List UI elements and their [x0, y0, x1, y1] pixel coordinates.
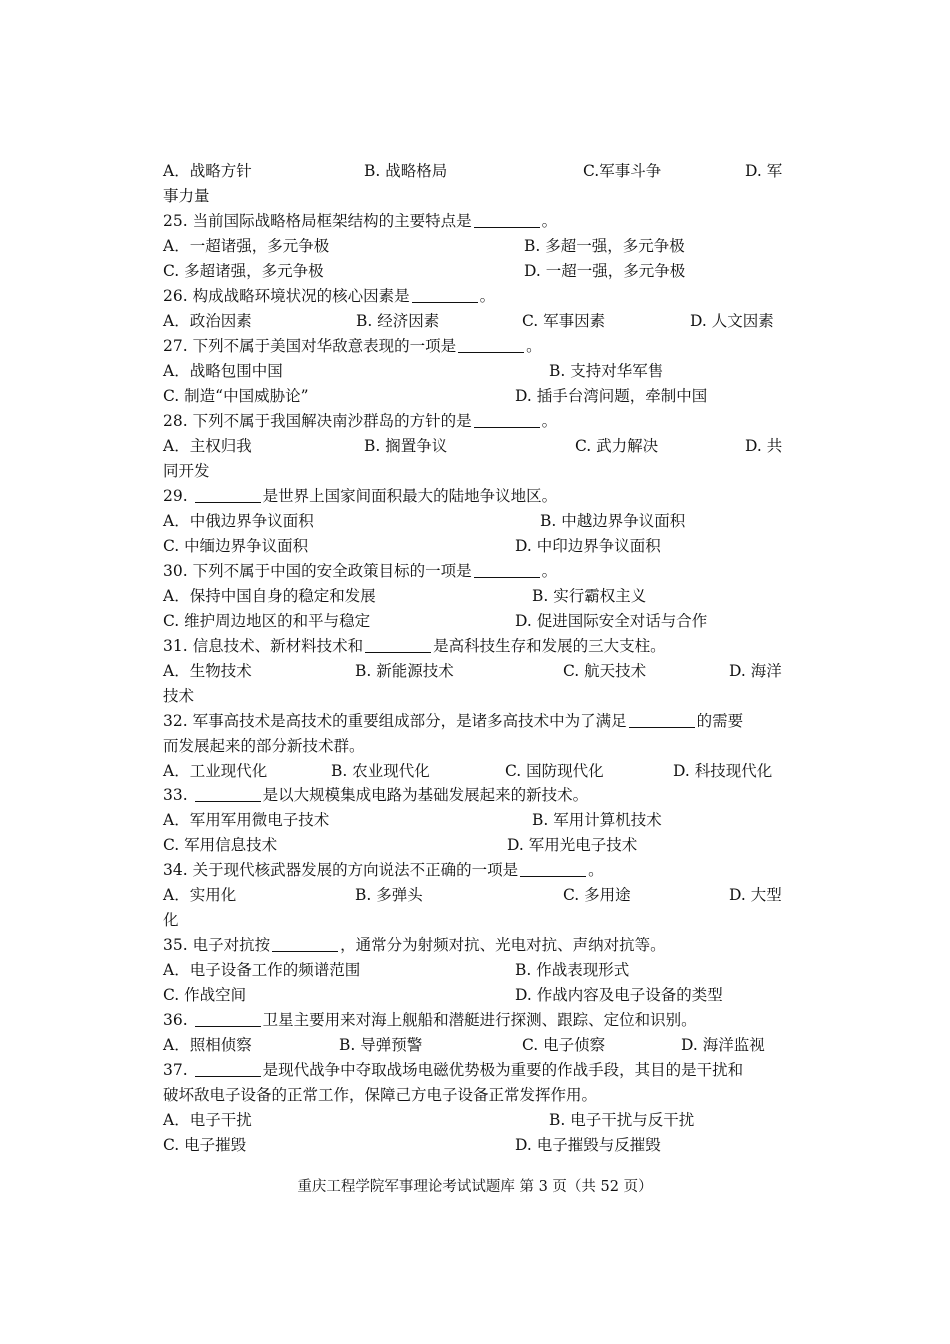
question-36-text: 卫星主要用来对海上舰船和潜艇进行探测、跟踪、定位和识别。 — [262, 1011, 697, 1029]
q26-option-d: D. 人文因素 — [690, 312, 774, 330]
q28-option-d: D. 共 — [745, 437, 783, 455]
answer-blank — [195, 485, 261, 503]
question-34-text: 34. 关于现代核武器发展的方向说法不正确的一项是 — [163, 861, 519, 879]
q32-option-c: C. 国防现代化 — [505, 762, 604, 780]
question-26-end: 。 — [479, 287, 496, 305]
answer-blank — [474, 210, 540, 228]
q29-option-a: A．中俄边界争议面积 — [163, 512, 314, 530]
question-37-text: 是现代战争中夺取战场电磁优势极为重要的作战手段，其目的是干扰和 — [262, 1061, 744, 1079]
q25-options-row-2 — [163, 259, 788, 284]
question-28-text: 28. 下列不属于我国解决南沙群岛的方针的是 — [163, 412, 472, 430]
q24-option-a: A．战略方针 — [163, 162, 252, 180]
q34-option-d-continued: 化 — [163, 911, 179, 929]
q34-option-d: D. 大型 — [729, 886, 782, 904]
q36-option-d: D. 海洋监视 — [681, 1036, 765, 1054]
question-28 — [163, 409, 788, 434]
q33-options-row-2 — [163, 833, 788, 858]
question-37-number: 37. — [163, 1061, 188, 1079]
q33-option-a: A．军用军用微电子技术 — [163, 811, 330, 829]
q31-option-b: B. 新能源技术 — [355, 662, 454, 680]
question-33-text: 是以大规模集成电路为基础发展起来的新技术。 — [262, 786, 589, 804]
q34-option-d-continued-row — [163, 908, 788, 933]
q32-options-row — [163, 759, 788, 784]
q29-options-row-2 — [163, 534, 788, 559]
q24-option-d-continued-row — [163, 184, 788, 209]
answer-blank — [520, 859, 586, 877]
q26-options-row — [163, 309, 788, 334]
q27-option-b: B. 支持对华军售 — [549, 362, 664, 380]
q30-option-b: B. 实行霸权主义 — [532, 587, 647, 605]
question-34-end: 。 — [588, 861, 604, 879]
question-29-text: 是世界上国家间面积最大的陆地争议地区。 — [262, 487, 558, 505]
q30-options-row-2 — [163, 609, 788, 634]
q35-option-a: A．电子设备工作的频谱范围 — [163, 961, 361, 979]
q28-option-a: A．主权归我 — [163, 437, 252, 455]
answer-blank — [629, 710, 695, 728]
q24-option-b: B. 战略格局 — [364, 162, 448, 180]
q32-option-b: B. 农业现代化 — [331, 762, 430, 780]
question-30-end: 。 — [541, 562, 558, 580]
q27-options-row-2 — [163, 384, 788, 409]
q37-options-row-2 — [163, 1133, 788, 1158]
question-31-end: 是高科技生存和发展的三大支柱。 — [433, 637, 666, 655]
q36-option-b: B. 导弹预警 — [339, 1036, 423, 1054]
q37-option-c: C. 电子摧毁 — [163, 1136, 247, 1154]
answer-blank — [272, 934, 338, 952]
q31-option-d-continued-row — [163, 684, 788, 709]
q36-options-row — [163, 1033, 788, 1058]
q24-option-d: D. 军 — [745, 162, 783, 180]
q32-option-a: A．工业现代化 — [163, 762, 268, 780]
q35-options-row-1 — [163, 958, 788, 983]
question-33-number: 33. — [163, 786, 188, 804]
q29-option-b: B. 中越边界争议面积 — [540, 512, 686, 530]
question-25 — [163, 209, 788, 234]
question-26-text: 26. 构成战略环境状况的核心因素是 — [163, 287, 410, 305]
question-37-continued-row — [163, 1083, 788, 1108]
answer-blank — [412, 285, 478, 303]
q25-options-row-1 — [163, 234, 788, 259]
question-30 — [163, 559, 788, 584]
q37-option-a: A．电子干扰 — [163, 1111, 252, 1129]
question-29 — [163, 484, 788, 509]
question-27-end: 。 — [526, 337, 542, 355]
q34-option-c: C. 多用途 — [563, 886, 631, 904]
question-28-end: 。 — [541, 412, 558, 430]
question-33 — [163, 783, 788, 808]
question-27-text: 27. 下列不属于美国对华敌意表现的一项是 — [163, 337, 457, 355]
q28-options-row — [163, 434, 788, 459]
q31-option-a: A．生物技术 — [163, 662, 252, 680]
q31-options-row — [163, 659, 788, 684]
q28-option-b: B. 搁置争议 — [364, 437, 448, 455]
q24-options-row — [163, 159, 788, 184]
q27-option-d: D. 插手台湾问题，牵制中国 — [515, 387, 708, 405]
question-29-number: 29. — [163, 487, 188, 505]
q29-options-row-1 — [163, 509, 788, 534]
question-32 — [163, 709, 788, 734]
question-32-continued: 而发展起来的部分新技术群。 — [163, 737, 365, 755]
q37-option-b: B. 电子干扰与反干扰 — [549, 1111, 695, 1129]
question-37 — [163, 1058, 788, 1083]
q34-option-b: B. 多弹头 — [355, 886, 423, 904]
answer-blank — [474, 410, 540, 428]
question-31-text: 31. 信息技术、新材料技术和 — [163, 637, 364, 655]
q35-option-b: B. 作战表现形式 — [515, 961, 630, 979]
q33-options-row-1 — [163, 808, 788, 833]
q24-option-c: C.军事斗争 — [583, 162, 662, 180]
question-30-text: 30. 下列不属于中国的安全政策目标的一项是 — [163, 562, 472, 580]
q35-option-d: D. 作战内容及电子设备的类型 — [515, 986, 723, 1004]
question-27 — [163, 334, 788, 359]
question-25-end: 。 — [541, 212, 558, 230]
q25-option-c: C. 多超诸强，多元争极 — [163, 262, 324, 280]
question-32-text: 32. 军事高技术是高技术的重要组成部分，是诸多高技术中为了满足 — [163, 712, 627, 730]
q34-options-row — [163, 883, 788, 908]
question-35-text-end: ，通常分为射频对抗、光电对抗、声纳对抗等。 — [340, 936, 666, 954]
q24-option-d-continued: 事力量 — [163, 187, 210, 205]
q33-option-c: C. 军用信息技术 — [163, 836, 278, 854]
q27-option-c: C. 制造“中国威胁论” — [163, 387, 309, 405]
q37-option-d: D. 电子摧毁与反摧毁 — [515, 1136, 661, 1154]
answer-blank — [195, 1059, 261, 1077]
q36-option-c: C. 电子侦察 — [522, 1036, 606, 1054]
question-36 — [163, 1008, 788, 1033]
q37-options-row-1 — [163, 1108, 788, 1133]
page-footer: 重庆工程学院军事理论考试试题库 第 3 页（共 52 页） — [297, 1179, 653, 1195]
q35-option-c: C. 作战空间 — [163, 986, 247, 1004]
q25-option-b: B. 多超一强，多元争极 — [524, 237, 685, 255]
q30-option-d: D. 促进国际安全对话与合作 — [515, 612, 708, 630]
q29-option-c: C. 中缅边界争议面积 — [163, 537, 309, 555]
q31-option-d: D. 海洋 — [729, 662, 782, 680]
answer-blank — [195, 784, 261, 802]
q30-option-c: C. 维护周边地区的和平与稳定 — [163, 612, 371, 630]
q26-option-b: B. 经济因素 — [356, 312, 440, 330]
question-35 — [163, 933, 788, 958]
q35-options-row-2 — [163, 983, 788, 1008]
question-31 — [163, 634, 788, 659]
question-34 — [163, 858, 788, 883]
answer-blank — [458, 335, 524, 353]
question-37-continued: 破坏敌电子设备的正常工作，保障己方电子设备正常发挥作用。 — [163, 1086, 598, 1104]
q36-option-a: A．照相侦察 — [163, 1036, 252, 1054]
q28-option-c: C. 武力解决 — [575, 437, 659, 455]
q27-option-a: A．战略包围中国 — [163, 362, 283, 380]
q30-option-a: A．保持中国自身的稳定和发展 — [163, 587, 376, 605]
q30-options-row-1 — [163, 584, 788, 609]
question-36-number: 36. — [163, 1011, 188, 1029]
answer-blank — [195, 1009, 261, 1027]
q34-option-a: A．实用化 — [163, 886, 237, 904]
q27-options-row-1 — [163, 359, 788, 384]
question-35-text: 35. 电子对抗按 — [163, 936, 271, 954]
question-32-text-end: 的需要 — [696, 712, 744, 730]
question-26 — [163, 284, 788, 309]
q25-option-a: A．一超诸强，多元争极 — [163, 237, 330, 255]
q32-option-d: D. 科技现代化 — [673, 762, 773, 780]
question-32-continued-row — [163, 734, 788, 759]
q33-option-b: B. 军用计算机技术 — [532, 811, 662, 829]
q25-option-d: D. 一超一强，多元争极 — [524, 262, 686, 280]
q31-option-d-continued: 技术 — [163, 687, 195, 705]
q33-option-d: D. 军用光电子技术 — [507, 836, 638, 854]
q28-option-d-continued-row — [163, 459, 788, 484]
question-25-text: 25. 当前国际战略格局框架结构的主要特点是 — [163, 212, 472, 230]
q28-option-d-continued: 同开发 — [163, 462, 210, 480]
q26-option-a: A．政治因素 — [163, 312, 252, 330]
q26-option-c: C. 军事因素 — [522, 312, 606, 330]
q29-option-d: D. 中印边界争议面积 — [515, 537, 661, 555]
answer-blank — [474, 560, 540, 578]
q31-option-c: C. 航天技术 — [563, 662, 647, 680]
answer-blank — [365, 635, 431, 653]
